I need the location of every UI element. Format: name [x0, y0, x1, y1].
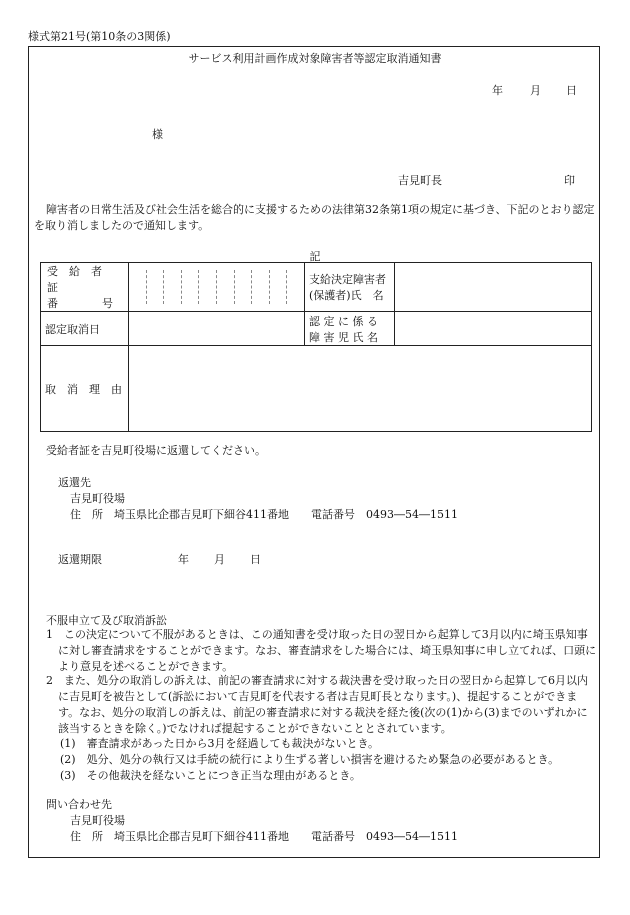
recipient-cert-number-cell[interactable] — [129, 263, 305, 312]
appeal-paragraph-2: 2 また、処分の取消しの訴えは、前記の審査請求に対する裁決書を受け取った日の翌日から起算して6月以内に吉見町を被告として(訴訟において吉見町を代表する者は吉見町長となります。)、提起することができます。なお、処分の取消しの訴えは、前記の審査請求に対する裁決を経た後(次の(1)から(3)までのいずれかに該当するときを除く。)でなければ提起することができないこととされています。 — [46, 674, 588, 735]
payee-line1: 支給決定障害者 — [309, 273, 386, 286]
issuer-name: 吉見町長 — [398, 174, 442, 187]
deadline-month: 月 — [214, 553, 225, 566]
appeal-item-3: (3) その他裁決を経ないことにつき正当な理由があるとき。 — [60, 769, 361, 782]
intro-text: 障害者の日常生活及び社会生活を総合的に支援するための法律第32条第1項の規定に基づき、下記のとおり認定を取り消しましたので通知します。 — [34, 203, 595, 232]
payee-label — [305, 263, 395, 312]
date-year: 年 — [492, 84, 503, 97]
appeal-heading: 不服申立て及び取消訴訟 — [46, 614, 167, 627]
seal-mark: 印 — [564, 174, 575, 187]
return-address: 住 所 埼玉県比企郡吉見町下細谷411番地 電話番号 0493―54―1511 — [70, 508, 458, 521]
appeal-item-2: (2) 処分、処分の執行又は手続の続行により生ずる著しい損害を避けるため緊急の必要があるとき。 — [60, 753, 560, 766]
return-notice: 受給者証を吉見町役場に返還してください。 — [46, 444, 266, 457]
form-number: 様式第21号(第10条の3関係) — [28, 30, 171, 43]
deadline-year: 年 — [178, 553, 189, 566]
recipient-cert-label — [41, 263, 129, 312]
ki-label: 記 — [309, 250, 321, 263]
addressee-suffix: 様 — [152, 128, 163, 141]
reason-label: 取 消 理 由 — [41, 346, 129, 432]
recipient-cert-line1: 受 給 者 証 — [47, 265, 113, 294]
date-month: 月 — [530, 84, 541, 97]
digit-boxes — [129, 270, 304, 304]
cancel-date-cell[interactable] — [129, 312, 305, 346]
reason-cell[interactable] — [129, 346, 592, 432]
cancel-date-label: 認定取消日 — [41, 312, 129, 346]
deadline-day: 日 — [250, 553, 261, 566]
return-office: 吉見町役場 — [70, 492, 125, 505]
inquiry-label: 問い合わせ先 — [46, 798, 112, 811]
deadline-label: 返還期限 — [58, 553, 102, 566]
appeal-paragraph-1: 1 この決定について不服があるときは、この通知書を受け取った日の翌日から起算して3月以内に埼玉県知事に対し審査請求をすることができます。なお、審査請求をした場合には、埼玉県知事に申し立てれば、口頭により意見を述べることができます。 — [46, 628, 597, 673]
payee-name-cell[interactable] — [395, 263, 592, 312]
appeal-item-1: (1) 審査請求があった日から3月を経過しても裁決がないとき。 — [60, 737, 380, 750]
inquiry-address: 住 所 埼玉県比企郡吉見町下細谷411番地 電話番号 0493―54―1511 — [70, 830, 458, 843]
inquiry-office: 吉見町役場 — [70, 814, 125, 827]
child-label — [305, 312, 395, 346]
certificate-table — [40, 262, 592, 432]
return-to-label: 返還先 — [58, 476, 91, 489]
child-line1: 認 定 に 係 る — [309, 314, 378, 328]
payee-line2: (保護者)氏 名 — [309, 289, 384, 302]
document-title: サービス利用計画作成対象障害者等認定取消通知書 — [188, 52, 442, 65]
child-line2: 障 害 児 氏 名 — [309, 330, 378, 344]
recipient-cert-line2: 番 号 — [47, 297, 113, 310]
child-name-cell[interactable] — [395, 312, 592, 346]
date-day: 日 — [566, 84, 577, 97]
